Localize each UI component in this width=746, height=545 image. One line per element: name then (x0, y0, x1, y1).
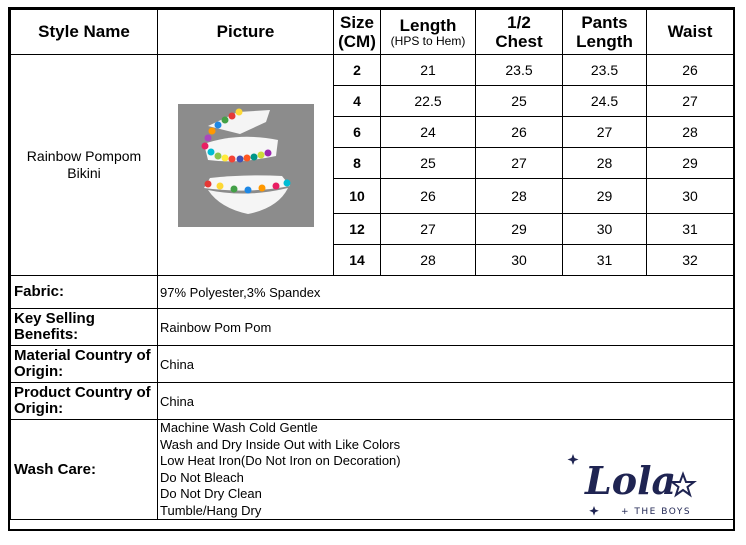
product-country-value: China (158, 383, 734, 420)
pants-value: 23.5 (563, 55, 647, 86)
chest-value: 27 (476, 148, 563, 179)
waist-value: 32 (647, 245, 734, 276)
wash-line: Do Not Dry Clean (160, 486, 262, 501)
size-value: 12 (334, 214, 381, 245)
size-value: 4 (334, 86, 381, 117)
key-selling-value: Rainbow Pom Pom (158, 309, 734, 346)
pants-value: 24.5 (563, 86, 647, 117)
style-name-cell: Rainbow Pompom Bikini (11, 55, 158, 276)
fabric-value: 97% Polyester,3% Spandex (158, 276, 734, 309)
pants-value: 27 (563, 117, 647, 148)
size-chart-table (10, 9, 734, 520)
waist-value: 29 (647, 148, 734, 179)
chest-value: 30 (476, 245, 563, 276)
header-pants-length: Pants Length (563, 10, 647, 55)
pants-value: 30 (563, 214, 647, 245)
wash-care-label: Wash Care: (11, 420, 158, 520)
length-value: 25 (381, 148, 476, 179)
length-value: 22.5 (381, 86, 476, 117)
chest-value: 23.5 (476, 55, 563, 86)
length-value: 21 (381, 55, 476, 86)
wash-line: Machine Wash Cold Gentle (160, 420, 318, 435)
picture-cell (158, 55, 334, 276)
product-country-row (11, 383, 734, 420)
chest-value: 25 (476, 86, 563, 117)
size-value: 2 (334, 55, 381, 86)
length-value: 27 (381, 214, 476, 245)
fabric-row (11, 276, 734, 309)
bikini-photo-icon (178, 104, 314, 227)
length-value: 26 (381, 179, 476, 214)
size-value: 10 (334, 179, 381, 214)
lola-logo (563, 448, 703, 523)
chest-value: 28 (476, 179, 563, 214)
logo-wordmark: Lola (585, 458, 677, 503)
pants-value: 28 (563, 148, 647, 179)
key-selling-row (11, 309, 734, 346)
material-country-row (11, 346, 734, 383)
sparkle-icon (568, 454, 579, 465)
header-length: Length (HPS to Hem) (381, 10, 476, 55)
chest-value: 29 (476, 214, 563, 245)
pants-value: 29 (563, 179, 647, 214)
size-value: 14 (334, 245, 381, 276)
header-waist: Waist (647, 10, 734, 55)
wash-line: Low Heat Iron(Do Not Iron on Decoration) (160, 453, 401, 468)
pants-value: 31 (563, 245, 647, 276)
fabric-label: Fabric: (11, 276, 158, 309)
size-value: 8 (334, 148, 381, 179)
product-country-label: Product Country of Origin: (11, 383, 158, 420)
waist-value: 27 (647, 86, 734, 117)
header-picture: Picture (158, 10, 334, 55)
wash-line: Do Not Bleach (160, 469, 244, 485)
material-country-value: China (158, 346, 734, 383)
length-value: 24 (381, 117, 476, 148)
header-size: Size (CM) (334, 10, 381, 55)
wash-line: Wash and Dry Inside Out with Like Colors (160, 436, 401, 452)
material-country-label: Material Country of Origin: (11, 346, 158, 383)
key-selling-label: Key Selling Benefits: (11, 309, 158, 346)
waist-value: 30 (647, 179, 734, 214)
header-style-name: Style Name (11, 10, 158, 55)
header-chest: 1/2 Chest (476, 10, 563, 55)
waist-value: 31 (647, 214, 734, 245)
length-value: 28 (381, 245, 476, 276)
size-value: 6 (334, 117, 381, 148)
sparkle-icon (589, 506, 599, 516)
header-row (11, 10, 734, 55)
size-row (11, 55, 734, 86)
waist-value: 28 (647, 117, 734, 148)
waist-value: 26 (647, 55, 734, 86)
wash-line: Tumble/Hang Dry (160, 502, 262, 518)
chest-value: 26 (476, 117, 563, 148)
logo-tagline: + THE BOYS (621, 507, 692, 517)
